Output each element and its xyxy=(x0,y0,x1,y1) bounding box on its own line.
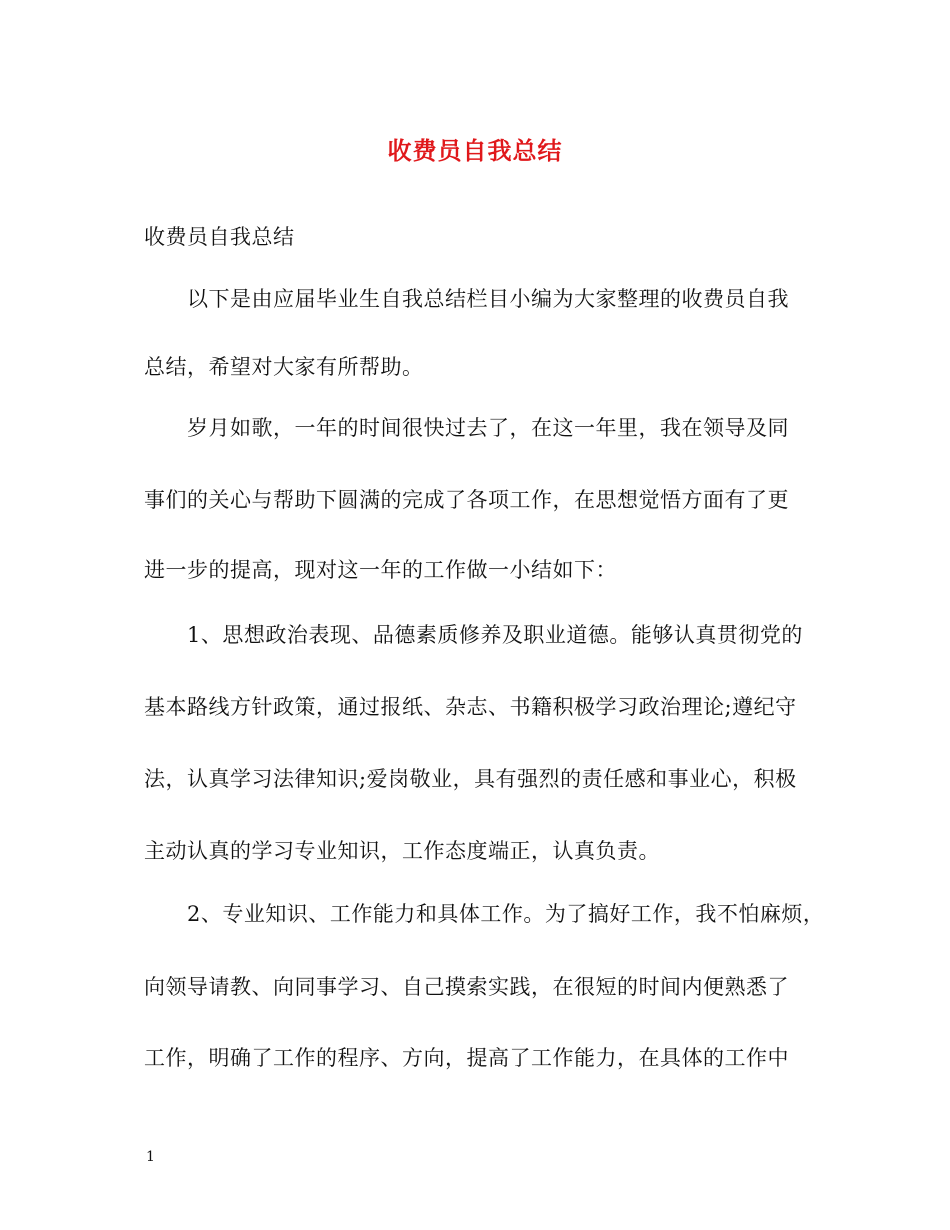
text-line: 以下是由应届毕业生自我总结栏目小编为大家整理的收费员自我 xyxy=(187,287,789,311)
document-title: 收费员自我总结 xyxy=(387,136,563,165)
text-line: 进一步的提高，现对这一年的工作做一小结如下： xyxy=(144,558,617,582)
text-line: 主动认真的学习专业知识，工作态度端正，认真负责。 xyxy=(144,839,660,863)
text-line: 法，认真学习法律知识;爱岗敬业，具有强烈的责任感和事业心，积极 xyxy=(144,767,797,791)
text-line-subtitle: 收费员自我总结 xyxy=(144,225,295,249)
text-line: 事们的关心与帮助下圆满的完成了各项工作，在思想觉悟方面有了更 xyxy=(144,488,789,512)
text-line: 总结，希望对大家有所帮助。 xyxy=(144,355,424,379)
text-line: 基本路线方针政策，通过报纸、杂志、书籍积极学习政治理论;遵纪守 xyxy=(144,695,797,719)
text-line: 2、专业知识、工作能力和具体工作。为了搞好工作，我不怕麻烦， xyxy=(187,902,825,926)
text-line: 向领导请教、向同事学习、自己摸索实践，在很短的时间内便熟悉了 xyxy=(144,975,789,999)
page-number: 1 xyxy=(146,1149,155,1165)
text-line: 岁月如歌，一年的时间很快过去了，在这一年里，我在领导及同 xyxy=(187,416,789,440)
text-line: 1、思想政治表现、品德素质修养及职业道德。能够认真贯彻党的 xyxy=(187,623,803,647)
text-line: 工作，明确了工作的程序、方向，提高了工作能力，在具体的工作中 xyxy=(144,1046,789,1070)
